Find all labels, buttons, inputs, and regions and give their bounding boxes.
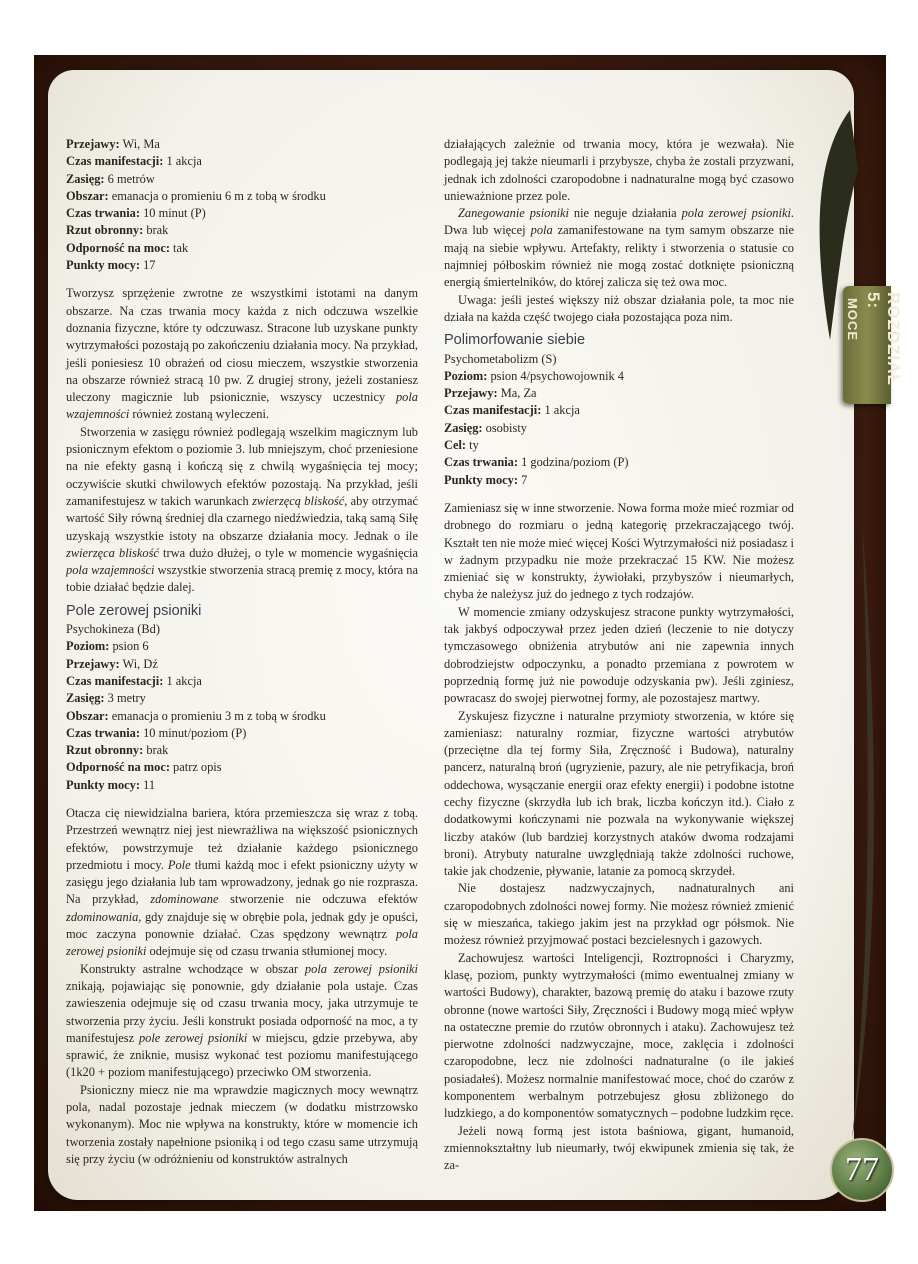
stat-block — [66, 621, 418, 794]
paragraph: Zanegowanie psioniki nie neguje działania pola zerowej psioniki. Dwa lub więcej pola zamanifestowane na tym samym obszarze nie mają na siebie wpływu. Artefakty, relikty i stworzenia o statusie co najmniej półboskim również nie mogą zostać dotknięte psioniczną energią śmiertelników, do której zalicza się też owa moc. — [444, 206, 795, 290]
stat-line: Czas trwania: 1 godzina/poziom (P) — [444, 455, 629, 470]
stat-line: Poziom: psion 6 — [66, 639, 149, 654]
stat-block — [444, 351, 794, 489]
stat-line: Obszar: emanacja o promieniu 3 m z tobą w środku — [66, 708, 326, 723]
horn-decoration-bottom-right — [822, 520, 882, 1140]
page-number: 77 — [830, 1138, 894, 1202]
stat-line: Czas manifestacji: 1 akcja — [66, 673, 202, 688]
paragraph: Stworzenia w zasięgu również podlegają wszelkim magicznym lub psionicznym efektom o poziomie 3. lub mniejszym, choć przeniesione na nie efekty gasną i kończą się z chwilą wygaśnięcia tej mocy; oczywiście skutki chwilowych efektów pozostają. Na przykład, jeśli zamanifestujesz w takich warunkach zwierzęcą bliskość, aby otrzymać wartość Siły równą średniej dla czarnego niedźwiedzia, taką samą Siłę uzyskają wszystkie istoty na obszarze działania mocy. Jednak o ile zwierzęca bliskość trwa dużo dłużej, o tyle w momencie wygaśnięcia pola wzajemności wszystkie stworzenia stracą premię z mocy, która na tobie działać będzie dalej. — [66, 424, 419, 595]
paragraph: Zyskujesz fizyczne i naturalne przymioty stworzenia, w które się zamieniasz: naturalny rozmiar, fizyczne wartości atrybutów (przeciętne dla tej formy Siła, Zręczność i Budowa), naturalny pancerz, naturalną broń (ugryzienie, pazury, ale nie petryfikacja, broń oddechowa, wysączanie energii oraz efekty energii) i podobne istotne cechy fizyczne (skrzydła lub ich brak, liczba kończyn itd.). Ciało z dodatkowymi kończynami nie pozwala na wykonywanie większej liczby ataków (lub bardziej korzystnych ataków dwoma rodzajami broni). Atrybuty naturalne uwzględniają także zdolności ruchowe, takie jak chodzenie, pływanie, latanie za pomocą skrzydeł. — [444, 708, 794, 879]
stat-line: Psychometabolizm (S) — [444, 351, 557, 366]
stat-line: Odporność na moc: patrz opis — [66, 760, 222, 775]
right-column — [444, 136, 794, 1175]
stat-line: Przejawy: Ma, Za — [444, 386, 537, 401]
paragraph: Zamieniasz się w inne stworzenie. Nowa forma może mieć rozmiar od drobnego do rozmiaru o jedną kategorię przekraczającego twój. Kształt ten nie może mieć więcej Kości Wytrzymałości niż posiadasz i w żadnym przypadku nie może przekraczać 15 KW. Nie możesz zmieniać się w konstrukty, żywiołaki, przybyszów i nieumarłych, chyba że należysz już do jednego z tych rodzajów. — [444, 500, 794, 602]
stat-line: Punkty mocy: 7 — [444, 472, 528, 487]
stat-line: Rzut obronny: brak — [66, 743, 169, 758]
stat-line: Czas trwania: 10 minut/poziom (P) — [66, 725, 247, 740]
stat-line: Przejawy: Wi, Ma — [66, 137, 160, 151]
stat-line: Czas trwania: 10 minut (P) — [66, 206, 206, 221]
stat-line: Zasięg: osobisty — [444, 420, 527, 435]
stat-line: Punkty mocy: 11 — [66, 777, 156, 792]
paragraph: W momencie zmiany odzyskujesz stracone punkty wytrzymałości, tak jakbyś odpoczywał przez jeden dzień (leczenie to nie dotyczy tymczasowego obniżenia atrybutów ani nie zapewnia innych dobrodziejstw odpoczynku, a ponadto przemiana z powrotem w poprzednią formę już nie powoduje odzyskania pw). Jeśli zginiesz, powracasz do swojej pierwotnej formy, ale pozostajesz martwy. — [444, 604, 794, 706]
section-heading: Polimorfowanie siebie — [444, 332, 586, 349]
stat-line: Odporność na moc: tak — [66, 240, 189, 255]
stat-block-top — [66, 136, 418, 274]
paragraph: Zachowujesz wartości Inteligencji, Roztropności i Charyzmy, klasę, poziom, punkty wytrzymałości (mimo ewentualnej zmiany w wartości Budowy), charakter, bazową premię do ataku i bazowe rzuty obronne (nowe wartości Siły, Zręczności i Budowy mogą mieć wpływ na ostateczne premie do rzutów obronnych i ataku). Zachowujesz też pierwotne zdolności nadzwyczajne, moce, zaklęcia i zdolności czaropodobne, lecz nie zdolności nadnaturalne (o ile jakieś posiadałeś). Możesz normalnie manifestować moce, choć do czarów z komponentem werbalnym potrzebujesz głosu zbliżonego do ludzkiego, a do komponentów somatycznych – podobne ludzkim ręce. — [444, 950, 794, 1121]
paragraph: Jeżeli nową formą jest istota baśniowa, gigant, humanoid, zmiennokształtny lub nieumarły, twój ekwipunek zmienia się tak, że za- — [444, 1123, 794, 1173]
stat-line: Poziom: psion 4/psychowojownik 4 — [444, 368, 625, 383]
stat-line: Rzut obronny: brak — [66, 223, 169, 238]
stat-line: Obszar: emanacja o promieniu 6 m z tobą w środku — [66, 188, 326, 203]
stat-line: Czas manifestacji: 1 akcja — [444, 403, 580, 418]
paragraph: Nie dostajesz nadzwyczajnych, nadnaturalnych ani czaropodobnych zdolności nowej formy. Nie możesz również zmienić się w mieszańca, takiego jakim jest na przykład ogr półsmok. Nie możesz również przyjmować postaci bezcielesnych i gazowych. — [444, 881, 794, 948]
section-heading: Pole zerowej psioniki — [66, 602, 202, 619]
stat-line: Psychokineza (Bd) — [66, 622, 160, 637]
paragraph: działających zależnie od trwania mocy, która je wezwała). Nie podlegają jej także nieumarli i przybysze, chyba że zostali przyzwani, jednak ich zdolności czaropodobne i nadnaturalne mogą być czasowo unieważnione przez pole. — [444, 137, 794, 203]
chapter-title: ROZDZIAŁ 5: — [864, 292, 903, 386]
stat-line: Zasięg: 3 metry — [66, 691, 146, 706]
stat-line: Zasięg: 6 metrów — [66, 171, 155, 186]
stat-line: Przejawy: Wi, Dź — [66, 656, 158, 671]
paragraph: Otacza cię niewidzialna bariera, która przemieszcza się wraz z tobą. Przestrzeń wewnątrz niej jest niewrażliwa na większość psionicznych efektów, powstrzymuje też działanie każdego psionicznego przedmiotu i mocy. Pole tłumi każdą moc i efekt psioniczny użyty w zasięgu jego działania lub tam wprowadzony, jednak go nie rozprasza. Na przykład, zdominowane stworzenie nie odczuwa efektów zdominowania, gdy znajduje się w obrębie pola, jednak gdy je opuści, moc zaczyna ponownie działać. Czas spędzony wewnątrz pola zerowej psioniki odejmuje się od czasu trwania stłumionej mocy. — [66, 805, 418, 959]
paragraph: Tworzysz sprzężenie zwrotne ze wszystkimi istotami na danym obszarze. Na czas trwania mocy każda z nich odczuwa wszelkie doznania fizyczne, które ty odczuwasz. Stracone lub uzyskane punkty wytrzymałości pozostają po zakończeniu działania mocy. Na przykład, jeśli poniesiesz 10 obrażeń od ciosu mieczem, wszystkie stworzenia na obszarze również stracą 10 pw. Z drugiej strony, jeżeli zostaniesz uleczony magicznie lub psionicznie, wszyscy uczestnicy pola wzajemności również zostaną wyleczeni. — [66, 286, 418, 422]
left-column — [66, 136, 418, 1168]
paragraph: Konstrukty astralne wchodzące w obszar pola zerowej psioniki znikają, pojawiając się ponownie, gdy działanie pola ustaje. Czas zawieszenia odejmuje się od czasu trwania mocy, jaka utrzymuje te stworzenia przy życiu. Jeśli konstrukt posiada odporność na moc, a ty manifestujesz pole zerowej psioniki w miejscu, gdzie przebywa, aby sprawić, że zniknie, musisz wykonać test poziomu manifestującego (1k20 + poziom manifestującego) przeciwko OM stworzenia. — [66, 961, 418, 1080]
stat-line: Czas manifestacji: 1 akcja — [66, 154, 202, 169]
chapter-tab[interactable] — [843, 286, 903, 404]
paragraph: Psioniczny miecz nie ma wprawdzie magicznych mocy wewnątrz pola, nadal pozostaje jednak mieczem (w dodatku mistrzowsko wykonanym). Moc nie wpływa na konstrukty, które w momencie ich tworzenia zostały napełnione psioniką i od tego czasu same utrzymują się przy życiu (w odróżnieniu od konstruktów astralnych — [66, 1082, 418, 1166]
stat-line: Cel: ty — [444, 438, 479, 453]
stat-line: Punkty mocy: 17 — [66, 258, 156, 273]
paragraph: Uwaga: jeśli jesteś większy niż obszar działania pole, ta moc nie działa na każda część twojego ciała pozostająca poza nim. — [444, 292, 794, 324]
chapter-subtitle: MOCE — [845, 298, 860, 341]
